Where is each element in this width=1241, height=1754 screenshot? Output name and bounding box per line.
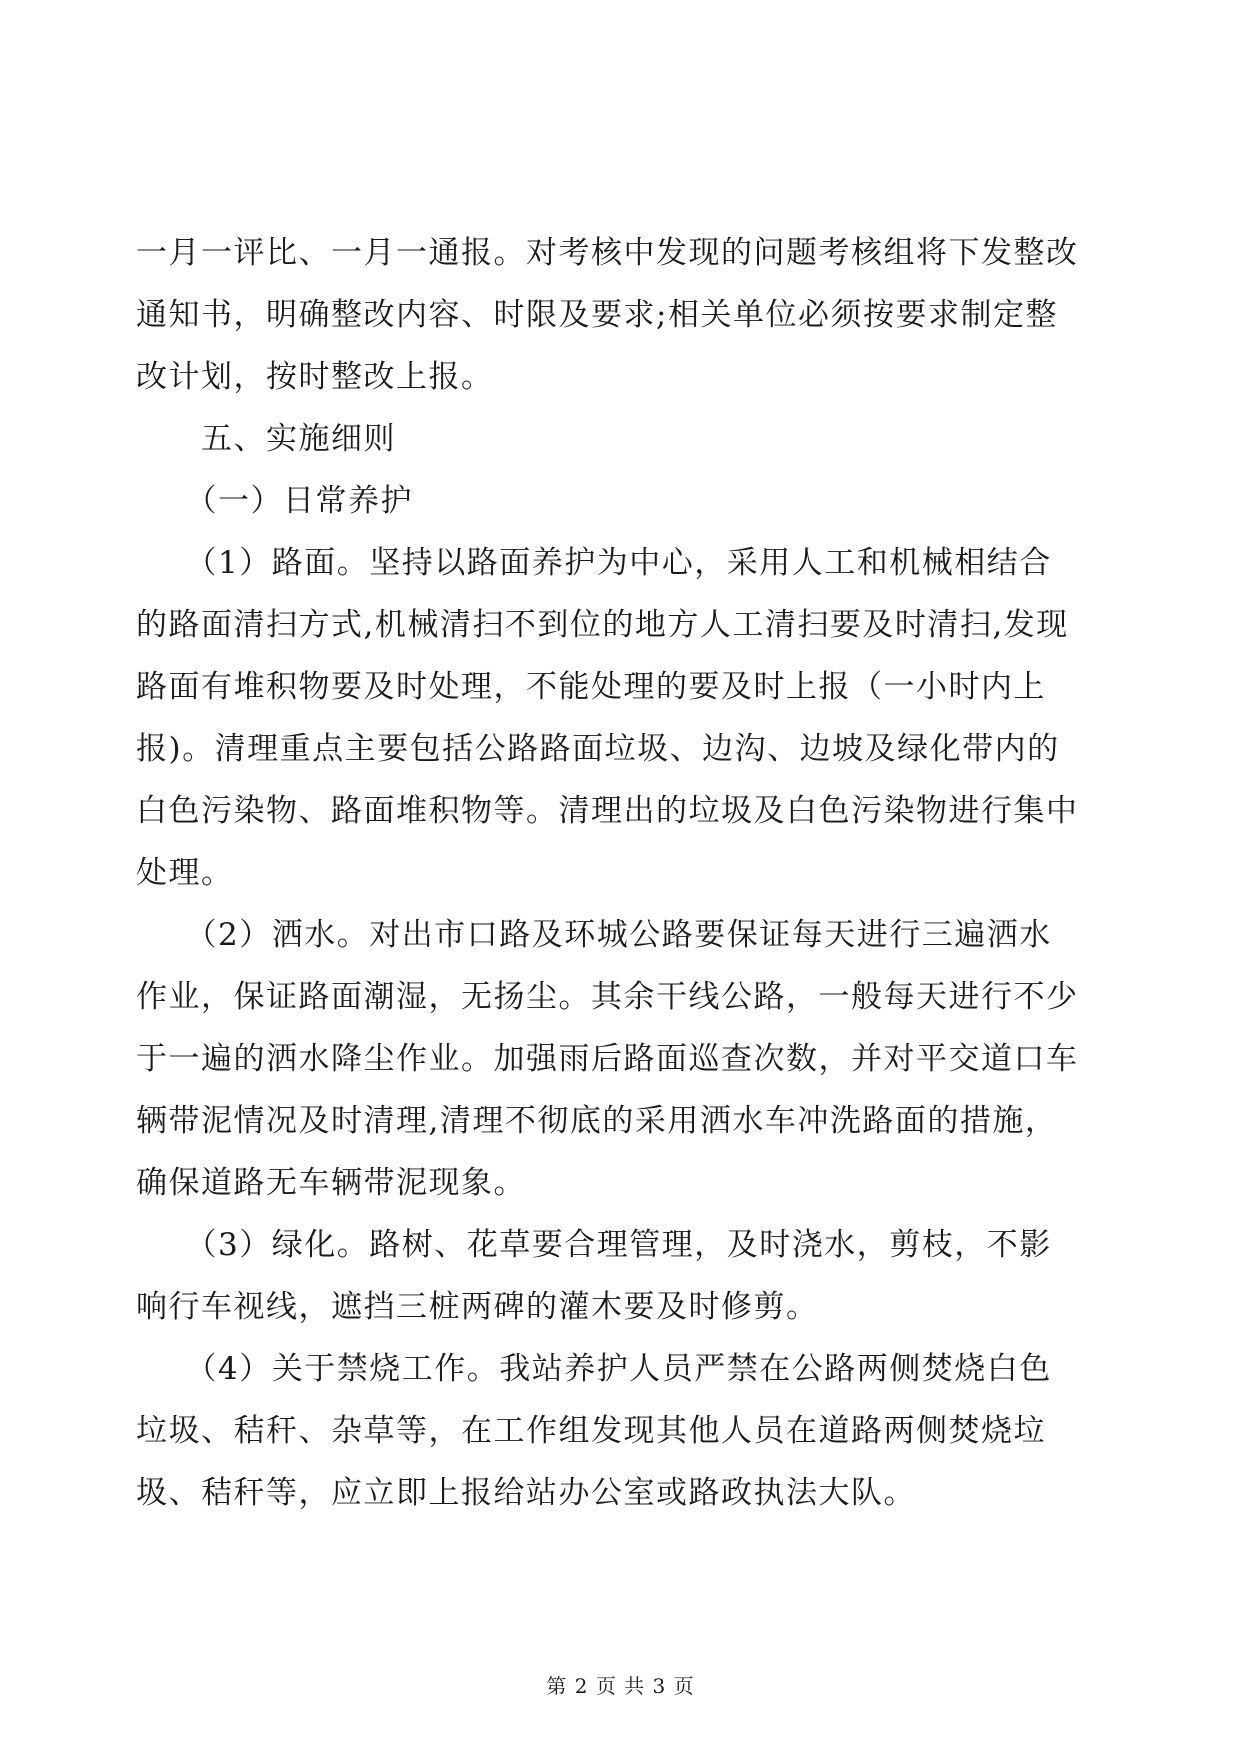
paragraph-burning-ban: （4）关于禁烧工作。我站养护人员严禁在公路两侧焚烧白色垃圾、秸秆、杂草等，在工作组发现其他人员在道路两侧焚烧垃圾、秸秆等，应立即上报给站办公室或路政执法大队。 (136, 1351, 1052, 1511)
page-number-footer: 第 2 页 共 3 页 (546, 1674, 695, 1698)
subsection-heading-daily-maintenance: （一）日常养护 (136, 483, 413, 519)
paragraph-greening: （3）绿化。路树、花草要合理管理，及时浇水，剪枝，不影响行车视线，遮挡三桩两碑的灌木要及时修剪。 (136, 1227, 1052, 1325)
section-heading-implementation-rules: 五、实施细则 (136, 421, 396, 457)
document-body (136, 222, 1080, 1524)
paragraph-continuation: 一月一评比、一月一通报。对考核中发现的问题考核组将下发整改通知书，明确整改内容、时限及要求;相关单位必须按要求制定整改计划，按时整改上报。 (136, 235, 1079, 395)
paragraph-road-surface: （1）路面。坚持以路面养护为中心，采用人工和机械相结合的路面清扫方式,机械清扫不到位的地方人工清扫要及时清扫,发现路面有堆积物要及时处理，不能处理的要及时上报（一小时内上报)。清理重点主要包括公路路面垃圾、边沟、边坡及绿化带内的白色污染物、路面堆积物等。清理出的垃圾及白色污染物进行集中处理。 (136, 545, 1079, 891)
paragraph-water-sprinkling: （2）洒水。对出市口路及环城公路要保证每天进行三遍洒水作业，保证路面潮湿，无扬尘。其余干线公路，一般每天进行不少于一遍的洒水降尘作业。加强雨后路面巡查次数，并对平交道口车辆带泥情况及时清理,清理不彻底的采用洒水车冲洗路面的措施，确保道路无车辆带泥现象。 (136, 917, 1079, 1201)
